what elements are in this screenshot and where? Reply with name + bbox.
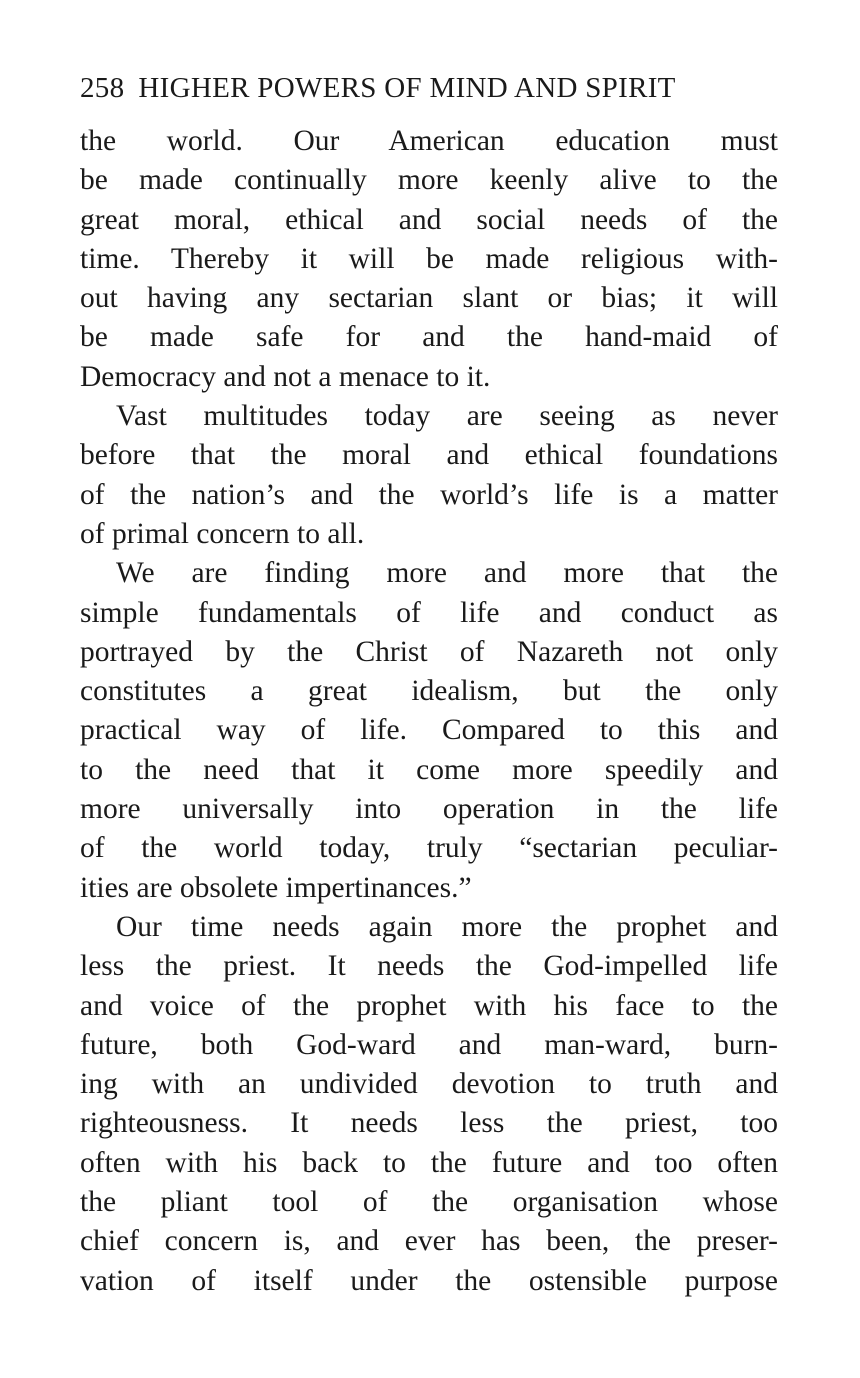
paragraph: [80, 397, 778, 554]
text-line: of the world today, truly “sectarian peculiar-: [80, 832, 778, 865]
text-line: the pliant tool of the organisation whose: [80, 1186, 778, 1219]
text-line: Democracy and not a menace to it.: [80, 360, 491, 393]
text-line: great moral, ethical and social needs of the: [80, 203, 778, 236]
body-text: [80, 122, 778, 1301]
text-line: portrayed by the Christ of Nazareth not only: [80, 635, 778, 668]
text-line: vation of itself under the ostensible purpose: [80, 1264, 778, 1297]
text-line: be made safe for and the hand-maid of: [80, 321, 778, 354]
text-line: out having any sectarian slant or bias; it will: [80, 282, 778, 315]
text-line: the world. Our American education must: [80, 125, 778, 157]
text-line: less the priest. It needs the God-impelled life: [80, 950, 778, 983]
text-line: to the need that it come more speedily and: [80, 753, 778, 786]
paragraph: [80, 554, 778, 908]
text-line: time. Thereby it will be made religious with-: [80, 242, 778, 275]
text-line: more universally into operation in the life: [80, 793, 778, 826]
text-line: We are finding more and more that the: [116, 557, 778, 590]
running-header: [80, 68, 778, 108]
text-line: chief concern is, and ever has been, the preser-: [80, 1225, 778, 1258]
text-line: of the nation’s and the world’s life is a matter: [80, 478, 778, 511]
text-line: Our time needs again more the prophet and: [116, 910, 778, 943]
text-line: righteousness. It needs less the priest, too: [80, 1107, 778, 1140]
text-line: of primal concern to all.: [80, 517, 365, 550]
text-line: constitutes a great idealism, but the only: [80, 675, 778, 708]
text-line: be made continually more keenly alive to the: [80, 164, 778, 197]
text-line: Vast multitudes today are seeing as never: [116, 400, 778, 433]
text-line: often with his back to the future and too often: [80, 1146, 778, 1179]
paragraph: [80, 908, 778, 1301]
running-title: HIGHER POWERS OF MIND AND SPIRIT: [138, 72, 676, 104]
page-number: 258: [80, 72, 125, 104]
text-line: ities are obsolete impertinances.”: [80, 871, 472, 904]
text-line: and voice of the prophet with his face to the: [80, 989, 778, 1022]
text-line: ing with an undivided devotion to truth and: [80, 1068, 778, 1101]
book-page: [80, 68, 778, 1301]
text-line: future, both God-ward and man-ward, burn-: [80, 1028, 778, 1061]
text-line: before that the moral and ethical foundations: [80, 439, 778, 472]
text-line: practical way of life. Compared to this and: [80, 714, 778, 747]
text-line: simple fundamentals of life and conduct as: [80, 596, 778, 629]
paragraph: [80, 122, 778, 397]
